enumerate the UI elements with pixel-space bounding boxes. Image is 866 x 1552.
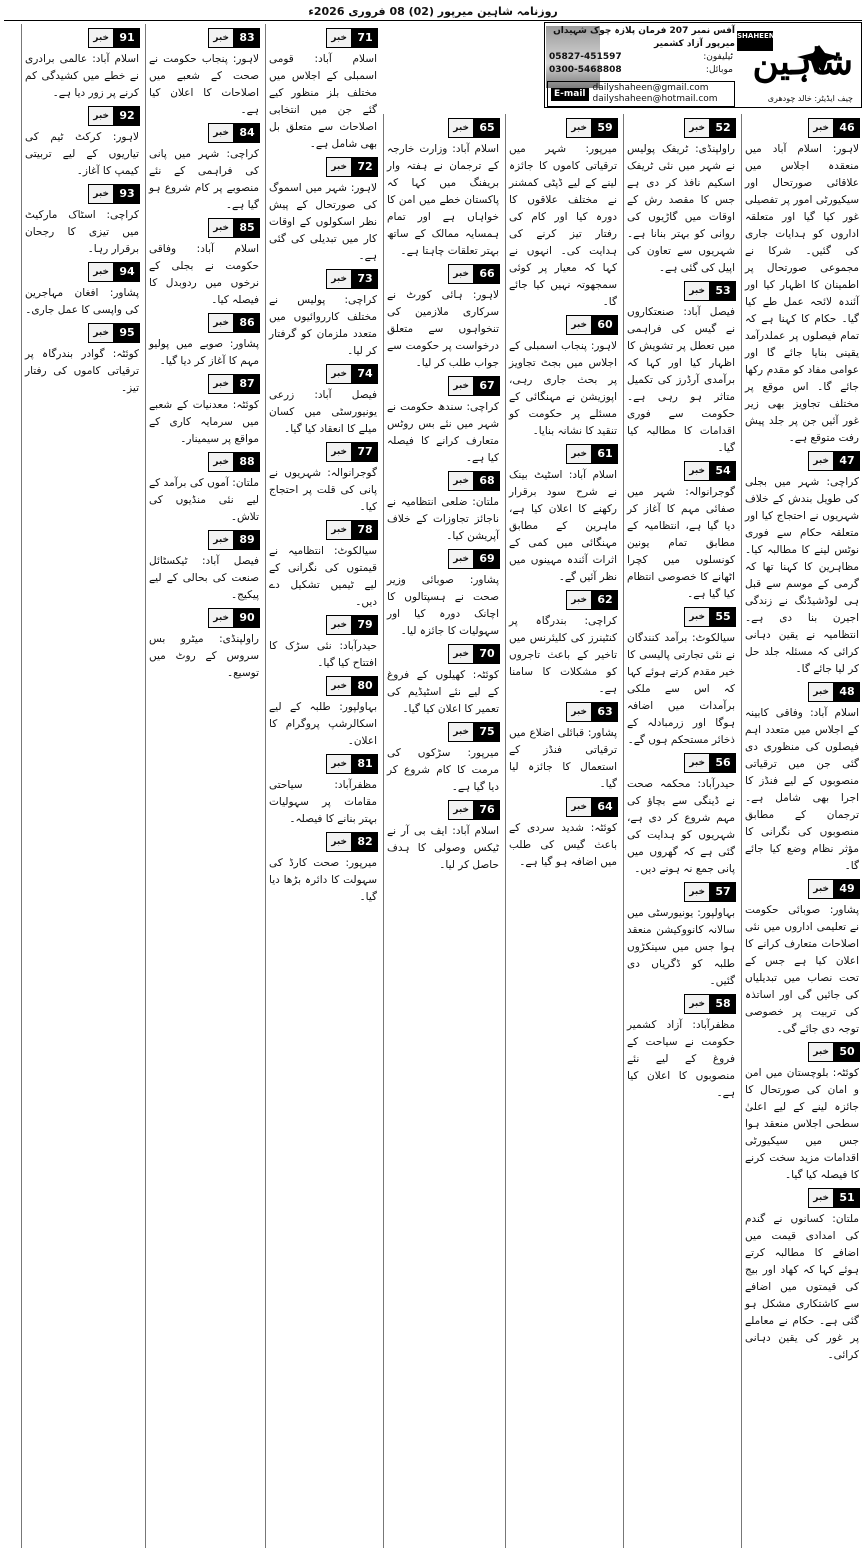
story-number: 52 (710, 118, 736, 138)
story-header (268, 614, 378, 636)
story-tag: خبر (808, 879, 834, 899)
news-column (741, 114, 862, 1548)
news-story (384, 548, 502, 640)
story-number: 50 (834, 1042, 860, 1062)
story-header (148, 122, 260, 144)
news-story (266, 27, 380, 153)
story-header (268, 268, 378, 290)
story-tag: خبر (566, 797, 592, 817)
story-tag: خبر (566, 702, 592, 722)
news-column (21, 24, 142, 1548)
story-header (626, 993, 736, 1015)
story-number: 84 (234, 123, 260, 143)
story-tag: خبر (208, 530, 234, 550)
story-tag: خبر (808, 682, 834, 702)
story-header (508, 443, 618, 465)
news-story (742, 117, 862, 447)
story-header (148, 312, 260, 334)
story-body: کراچی: شہر میں بجلی کی طویل بندش کے خلاف شہریوں نے احتجاج کیا اور متعلقہ حکام سے فوری نوٹس لینے کا مطالبہ کیا۔ مظاہرین کا کہنا تھا کہ گرمی کے موسم سے قبل ہی لوڈشیڈنگ نے زندگی اجیرن بنا دی ہے۔ انتظامیہ نے یقین دہانی کرائی کہ مسئلہ جلد حل کر لیا جائے گا۔ (745, 476, 859, 675)
story-tag: خبر (208, 28, 234, 48)
story-header (148, 27, 260, 49)
story-body: ملتان: کسانوں نے گندم کی امدادی قیمت میں اضافے کا مطالبہ کرتے ہوئے کہا کہ کھاد اور بیج کی قیمتوں میں اضافے سے کاشتکاری مشکل ہو گئی ہے۔ حکام نے معاملے پر غور کی یقین دہانی کرائی۔ (745, 1213, 859, 1361)
story-tag: خبر (88, 106, 114, 126)
story-body: گوجرانوالہ: شہریوں نے پانی کی قلت پر احتجاج کیا۔ (269, 467, 377, 513)
story-body: ملتان: آموں کی برآمد کے لیے نئی منڈیوں کی تلاش۔ (149, 477, 259, 523)
news-story (146, 122, 262, 214)
story-header (24, 27, 140, 49)
story-header (24, 183, 140, 205)
story-tag: خبر (208, 123, 234, 143)
story-header (148, 451, 260, 473)
story-header (386, 548, 500, 570)
news-story (266, 753, 380, 828)
story-number: 49 (834, 879, 860, 899)
story-number: 91 (114, 28, 140, 48)
news-story (624, 117, 738, 277)
story-tag: خبر (684, 281, 710, 301)
news-story (266, 831, 380, 906)
story-number: 88 (234, 452, 260, 472)
story-body: کراچی: سندھ حکومت نے شہر میں نئے بس روٹس متعارف کرانے کا فیصلہ کیا ہے۔ (387, 401, 499, 464)
story-body: میرپور: صحت کارڈ کی سہولت کا دائرہ بڑھا دیا گیا۔ (269, 857, 377, 903)
story-tag: خبر (88, 262, 114, 282)
story-body: کراچی: شہر میں پانی کی فراہمی کے نئے منصوبے پر کام شروع ہو گیا ہے۔ (149, 148, 259, 211)
story-number: 86 (234, 313, 260, 333)
story-body: بہاولپور: طلبہ کے لیے اسکالرشپ پروگرام کا اعلان۔ (269, 701, 377, 747)
story-tag: خبر (684, 607, 710, 627)
story-body: گوجرانوالہ: شہر میں صفائی مہم کا آغاز کر دیا گیا ہے، انتظامیہ کے مطابق تمام یونین کونسلوں میں کچرا اٹھانے کا خصوصی انتظام کیا گیا ہے۔ (627, 486, 735, 600)
news-story (506, 117, 620, 311)
story-header (148, 607, 260, 629)
news-story (146, 217, 262, 309)
story-body: پشاور: صوبائی حکومت نے تعلیمی اداروں میں نئی اصلاحات متعارف کرانے کا اعلان کیا ہے جس کے تحت نصاب میں تبدیلیاں کی جائیں گی اور اساتذہ کی تربیت پر خصوصی توجہ دی جائے گی۔ (745, 904, 859, 1035)
story-number: 59 (592, 118, 618, 138)
story-tag: خبر (684, 994, 710, 1014)
news-story (146, 27, 262, 119)
story-header (744, 681, 860, 703)
story-tag: خبر (326, 442, 352, 462)
news-story (384, 470, 502, 545)
story-body: حیدرآباد: نئی سڑک کا افتتاح کیا گیا۔ (269, 640, 377, 669)
masthead (544, 22, 862, 108)
story-tag: خبر (326, 364, 352, 384)
story-body: ملتان: ضلعی انتظامیہ نے ناجائز تجاوزات کے خلاف آپریشن کیا۔ (387, 496, 499, 542)
story-body: راولپنڈی: ٹریفک پولیس نے شہر میں نئی ٹریفک اسکیم نافذ کر دی ہے جس کا مقصد رش کے اوقات میں گاڑیوں کی روانی کو بہتر بنانا ہے۔ شہریوں سے تعاون کی اپیل کی گئی ہے۔ (627, 143, 735, 274)
story-header (148, 529, 260, 551)
email-label: E-mail (551, 88, 589, 101)
story-tag: خبر (326, 269, 352, 289)
news-story (506, 443, 620, 586)
story-tag: خبر (808, 451, 834, 471)
story-number: 92 (114, 106, 140, 126)
story-header (744, 878, 860, 900)
news-story (506, 796, 620, 871)
story-tag: خبر (566, 444, 592, 464)
story-body: لاہور: پنجاب حکومت نے صحت کے شعبے میں اصلاحات کا اعلان کیا ہے۔ (149, 53, 259, 116)
story-tag: خبر (566, 590, 592, 610)
story-tag: خبر (326, 832, 352, 852)
story-number: 76 (474, 800, 500, 820)
story-header (626, 881, 736, 903)
story-header (744, 1187, 860, 1209)
news-story (506, 589, 620, 698)
contact-block (547, 25, 735, 105)
story-number: 70 (474, 644, 500, 664)
story-body: بہاولپور: یونیورسٹی میں سالانہ کانووکیشن منعقد ہوا جس میں سینکڑوں طلبہ کو ڈگریاں دی گئیں۔ (627, 907, 735, 987)
story-tag: خبر (326, 754, 352, 774)
news-column (145, 24, 262, 1548)
story-header (508, 117, 618, 139)
story-number: 69 (474, 549, 500, 569)
news-story (624, 993, 738, 1102)
story-body: میرپور: شہر میں ترقیاتی کاموں کا جائزہ لینے کے لیے ڈپٹی کمشنر نے مختلف علاقوں کا دورہ کیا اور کام کی رفتار تیز کرنے کی ہدایت کی۔ انہوں نے کہا کہ معیار پر کوئی سمجھوتہ نہیں کیا جائے گا۔ (509, 143, 617, 308)
story-body: اسلام آباد: عالمی برادری نے خطے میں کشیدگی کم کرنے پر زور دیا ہے۔ (25, 53, 139, 99)
story-tag: خبر (208, 218, 234, 238)
story-number: 87 (234, 374, 260, 394)
story-header (24, 105, 140, 127)
news-columns (4, 24, 862, 1548)
story-tag: خبر (448, 376, 474, 396)
story-header (626, 117, 736, 139)
story-header (626, 280, 736, 302)
story-body: پشاور: قبائلی اضلاع میں ترقیاتی فنڈز کے استعمال کا جائزہ لیا گیا۔ (509, 727, 617, 790)
news-story (624, 606, 738, 749)
story-body: کوئٹہ: گوادر بندرگاہ پر ترقیاتی کاموں کی رفتار تیز۔ (25, 348, 139, 394)
story-body: اسلام آباد: اسٹیٹ بینک نے شرح سود برقرار رکھنے کا اعلان کیا ہے، ماہرین کے مطابق مہنگائی میں کمی کے اثرات آئندہ مہینوں میں نظر آئیں گے۔ (509, 469, 617, 583)
story-tag: خبر (88, 28, 114, 48)
story-number: 78 (352, 520, 378, 540)
story-number: 53 (710, 281, 736, 301)
story-body: لاہور: اسلام آباد میں منعقدہ اجلاس میں علاقائی صورتحال اور سیکیورٹی امور پر تفصیلی غور کیا گیا اور متعلقہ اداروں کو ہدایات جاری کی گئیں۔ شرکا نے مجموعی صورتحال پر اطمینان کا اظہار کیا اور آئندہ لائحہ عمل طے کیا گیا۔ حکام کا کہنا ہے کہ تمام فیصلوں پر عملدرآمد یقینی بنایا جائے گا اور عوامی مفاد کو مقدم رکھا جائے گا۔ اس موقع پر مختلف تجاویز بھی زیر غور آئیں جن پر جلد پیش رفت متوقع ہے۔ (745, 143, 859, 444)
story-number: 80 (352, 676, 378, 696)
story-header (268, 519, 378, 541)
story-number: 81 (352, 754, 378, 774)
story-tag: خبر (684, 461, 710, 481)
story-number: 55 (710, 607, 736, 627)
story-number: 74 (352, 364, 378, 384)
story-header (386, 721, 500, 743)
story-body: پشاور: افغان مہاجرین کی واپسی کا عمل جاری۔ (25, 287, 139, 316)
news-story (384, 117, 502, 260)
story-number: 66 (474, 264, 500, 284)
story-number: 65 (474, 118, 500, 138)
news-story (146, 607, 262, 682)
story-header (268, 363, 378, 385)
logo-wordmark: شاہین (752, 41, 853, 83)
story-number: 85 (234, 218, 260, 238)
story-body: پشاور: صوبے میں پولیو مہم کا آغاز کر دیا گیا۔ (149, 338, 259, 367)
story-body: مظفرآباد: آزاد کشمیر حکومت نے سیاحت کے فروغ کے لیے نئے منصوبوں کا اعلان کیا ہے۔ (627, 1019, 735, 1099)
story-number: 83 (234, 28, 260, 48)
story-number: 77 (352, 442, 378, 462)
story-number: 95 (114, 323, 140, 343)
story-header (268, 831, 378, 853)
news-story (384, 799, 502, 874)
logo-badge: SHAHEEN (737, 31, 773, 51)
story-tag: خبر (684, 118, 710, 138)
story-body: اسلام آباد: وفاقی حکومت نے بجلی کے نرخوں میں ردوبدل کا فیصلہ کیا۔ (149, 243, 259, 306)
news-story (266, 363, 380, 438)
story-number: 94 (114, 262, 140, 282)
news-story (384, 375, 502, 467)
story-tag: خبر (326, 520, 352, 540)
story-number: 47 (834, 451, 860, 471)
story-tag: خبر (208, 608, 234, 628)
news-story (266, 156, 380, 265)
story-number: 90 (234, 608, 260, 628)
story-body: فیصل آباد: صنعتکاروں نے گیس کی فراہمی میں تعطل پر تشویش کا اظہار کیا اور کہا کہ برآمدی آرڈرز کی تکمیل متاثر ہو رہی ہے۔ حکومت سے فوری اقدامات کا مطالبہ کیا گیا۔ (627, 306, 735, 454)
story-body: لاہور: شہر میں اسموگ کی صورتحال کے پیش نظر اسکولوں کے اوقات کار میں تبدیلی کی گئی ہے۔ (269, 182, 377, 262)
news-story (624, 881, 738, 990)
story-header (268, 675, 378, 697)
story-number: 51 (834, 1188, 860, 1208)
story-tag: خبر (448, 118, 474, 138)
story-number: 89 (234, 530, 260, 550)
news-story (624, 460, 738, 603)
story-number: 82 (352, 832, 378, 852)
story-tag: خبر (684, 882, 710, 902)
story-body: کراچی: بندرگاہ پر کنٹینرز کی کلیئرنس میں تاخیر کے باعث تاجروں کو مشکلات کا سامنا ہے۔ (509, 615, 617, 695)
story-number: 57 (710, 882, 736, 902)
story-header (744, 450, 860, 472)
news-story (266, 519, 380, 611)
story-tag: خبر (208, 452, 234, 472)
news-story (384, 263, 502, 372)
story-body: کوئٹہ: بلوچستان میں امن و امان کی صورتحال کا جائزہ لینے کے لیے اعلیٰ سطحی اجلاس منعقد ہوا جس میں سیکیورٹی اقدامات مزید سخت کرنے کا فیصلہ کیا گیا۔ (745, 1067, 859, 1181)
story-tag: خبر (326, 615, 352, 635)
mobile-label: موبائل: (705, 65, 733, 75)
story-header (268, 27, 378, 49)
news-story (624, 752, 738, 878)
story-header (508, 589, 618, 611)
story-header (626, 460, 736, 482)
story-body: حیدرآباد: محکمہ صحت نے ڈینگی سے بچاؤ کی مہم شروع کر دی ہے، شہریوں کو ہدایت کی گئی ہے کہ گھروں میں پانی جمع نہ ہونے دیں۔ (627, 778, 735, 875)
story-body: اسلام آباد: وزارت خارجہ کے ترجمان نے ہفتہ وار بریفنگ میں کہا کہ پاکستان خطے میں امن کا خواہاں ہے اور تمام ہمسایہ ممالک کے ساتھ بہتر تعلقات چاہتا ہے۔ (387, 143, 499, 257)
news-story (146, 529, 262, 604)
news-story (22, 105, 142, 180)
story-number: 73 (352, 269, 378, 289)
story-header (268, 441, 378, 463)
news-column (623, 114, 738, 1548)
story-body: مظفرآباد: سیاحتی مقامات پر سہولیات بہتر بنانے کا فیصلہ۔ (269, 779, 377, 825)
news-story (742, 878, 862, 1038)
news-story (742, 681, 862, 875)
story-tag: خبر (566, 315, 592, 335)
story-body: سیالکوٹ: انتظامیہ نے قیمتوں کی نگرانی کے لیے ٹیمیں تشکیل دے دیں۔ (269, 545, 377, 608)
story-number: 61 (592, 444, 618, 464)
news-story (22, 183, 142, 258)
news-story (742, 450, 862, 678)
story-number: 46 (834, 118, 860, 138)
story-header (386, 643, 500, 665)
story-header (386, 117, 500, 139)
story-body: کراچی: پولیس نے مختلف کارروائیوں میں متعدد ملزمان کو گرفتار کر لیا۔ (269, 294, 377, 357)
story-header (268, 156, 378, 178)
story-header (24, 322, 140, 344)
story-body: کوئٹہ: کھیلوں کے فروغ کے لیے نئے اسٹیڈیم کی تعمیر کا اعلان کیا گیا۔ (387, 669, 499, 715)
news-column (265, 24, 380, 1548)
news-story (146, 373, 262, 448)
story-tag: خبر (808, 1188, 834, 1208)
story-body: کوئٹہ: شدید سردی کے باعث گیس کی طلب میں اضافہ ہو گیا ہے۔ (509, 822, 617, 868)
news-story (506, 314, 620, 440)
story-number: 60 (592, 315, 618, 335)
story-number: 62 (592, 590, 618, 610)
phone-label: ٹیلیفون: (703, 52, 733, 62)
story-header (148, 217, 260, 239)
story-body: لاہور: ہائی کورٹ نے سرکاری ملازمین کی تنخواہوں سے متعلق درخواست پر حکومت سے جواب طلب کر لیا۔ (387, 289, 499, 369)
news-story (384, 721, 502, 796)
story-tag: خبر (684, 753, 710, 773)
story-header (148, 373, 260, 395)
news-story (146, 451, 262, 526)
news-column (383, 114, 502, 1548)
news-story (624, 280, 738, 457)
story-header (508, 314, 618, 336)
story-header (24, 261, 140, 283)
story-tag: خبر (448, 471, 474, 491)
news-story (384, 643, 502, 718)
story-header (386, 375, 500, 397)
story-body: پشاور: صوبائی وزیر صحت نے ہسپتالوں کا اچانک دورہ کیا اور سہولیات کا جائزہ لیا۔ (387, 574, 499, 637)
story-tag: خبر (448, 722, 474, 742)
story-tag: خبر (566, 118, 592, 138)
story-body: فیصل آباد: ٹیکسٹائل صنعت کی بحالی کے لیے پیکیج۔ (149, 555, 259, 601)
story-number: 56 (710, 753, 736, 773)
story-header (508, 701, 618, 723)
email-primary[interactable]: dailyshaheen@gmail.com (592, 83, 709, 93)
news-story (22, 322, 142, 397)
story-header (626, 752, 736, 774)
story-tag: خبر (808, 1042, 834, 1062)
story-number: 79 (352, 615, 378, 635)
story-tag: خبر (448, 264, 474, 284)
story-tag: خبر (326, 157, 352, 177)
story-header (386, 263, 500, 285)
office-line: آفس نمبر 207 فرمان پلازہ چوک شہیداں میرپور آزاد کشمیر (553, 26, 735, 49)
mobile-number: 0300-5468808 (549, 65, 622, 75)
story-body: کوئٹہ: معدنیات کے شعبے میں سرمایہ کاری کے مواقع پر سیمینار۔ (149, 399, 259, 445)
news-story (266, 614, 380, 672)
news-story (742, 1187, 862, 1364)
story-tag: خبر (88, 323, 114, 343)
story-body: اسلام آباد: قومی اسمبلی کے اجلاس میں مختلف بلز منظور کیے گئے جن میں انتخابی اصلاحات سے متعلق بل بھی شامل ہے۔ (269, 53, 377, 150)
news-story (266, 268, 380, 360)
story-body: لاہور: کرکٹ ٹیم کی تیاریوں کے لیے تربیتی کیمپ کا آغاز۔ (25, 131, 139, 177)
story-tag: خبر (326, 28, 352, 48)
logo (735, 25, 859, 105)
news-story (146, 312, 262, 370)
story-number: 72 (352, 157, 378, 177)
story-number: 93 (114, 184, 140, 204)
story-number: 71 (352, 28, 378, 48)
story-body: میرپور: سڑکوں کی مرمت کا کام شروع کر دیا گیا ہے۔ (387, 747, 499, 793)
story-body: راولپنڈی: میٹرو بس سروس کے روٹ میں توسیع۔ (149, 633, 259, 679)
story-number: 48 (834, 682, 860, 702)
story-tag: خبر (448, 549, 474, 569)
story-header (508, 796, 618, 818)
story-body: فیصل آباد: زرعی یونیورسٹی میں کسان میلے کا انعقاد کیا گیا۔ (269, 389, 377, 435)
story-body: کراچی: اسٹاک مارکیٹ میں تیزی کا رجحان برقرار رہا۔ (25, 209, 139, 255)
story-tag: خبر (208, 313, 234, 333)
story-body: سیالکوٹ: برآمد کنندگان نے نئی تجارتی پالیسی کا خیر مقدم کرتے ہوئے کہا کہ اس سے ملکی برآمدات میں اضافہ ہوگا اور زرمبادلہ کے ذخائر مستحکم ہوں گے۔ (627, 632, 735, 746)
story-tag: خبر (208, 374, 234, 394)
story-tag: خبر (326, 676, 352, 696)
story-number: 58 (710, 994, 736, 1014)
news-story (22, 27, 142, 102)
story-number: 63 (592, 702, 618, 722)
news-story (506, 701, 620, 793)
story-number: 67 (474, 376, 500, 396)
news-story (266, 675, 380, 750)
story-number: 75 (474, 722, 500, 742)
story-header (386, 799, 500, 821)
story-tag: خبر (448, 644, 474, 664)
story-header (744, 1041, 860, 1063)
news-story (266, 441, 380, 516)
news-story (22, 261, 142, 319)
story-body: اسلام آباد: وفاقی کابینہ کے اجلاس میں متعدد اہم فیصلوں کی منظوری دی گئی جن میں ترقیاتی منصوبوں کے لیے فنڈز کا اجرا بھی شامل ہے۔ ترجمان کے مطابق منصوبوں کی نگرانی کا مؤثر نظام وضع کیا جائے گا۔ (745, 707, 859, 872)
story-tag: خبر (88, 184, 114, 204)
newspaper-page (4, 4, 862, 1548)
story-body: اسلام آباد: ایف بی آر نے ٹیکس وصولی کا ہدف حاصل کر لیا۔ (387, 825, 499, 871)
news-story (742, 1041, 862, 1184)
dateline: روزنامہ شاہین میرپور (02) 08 فروری 2026ء (4, 4, 862, 21)
email-box (547, 81, 735, 107)
story-body: لاہور: پنجاب اسمبلی کے اجلاس میں بجٹ تجاویز پر بحث جاری رہی، اپوزیشن نے مہنگائی کے مسئلے پر حکومت کو تنقید کا نشانہ بنایا۔ (509, 340, 617, 437)
story-number: 54 (710, 461, 736, 481)
story-tag: خبر (808, 118, 834, 138)
chief-editor: چیف ایڈیٹر: خالد چودھری (767, 94, 853, 103)
story-header (626, 606, 736, 628)
news-column (505, 114, 620, 1548)
phone-number: 05827-451597 (549, 52, 622, 62)
story-header (268, 753, 378, 775)
email-secondary[interactable]: dailyshaheen@hotmail.com (592, 94, 718, 104)
story-number: 64 (592, 797, 618, 817)
story-header (386, 470, 500, 492)
story-number: 68 (474, 471, 500, 491)
story-tag: خبر (448, 800, 474, 820)
story-header (744, 117, 860, 139)
